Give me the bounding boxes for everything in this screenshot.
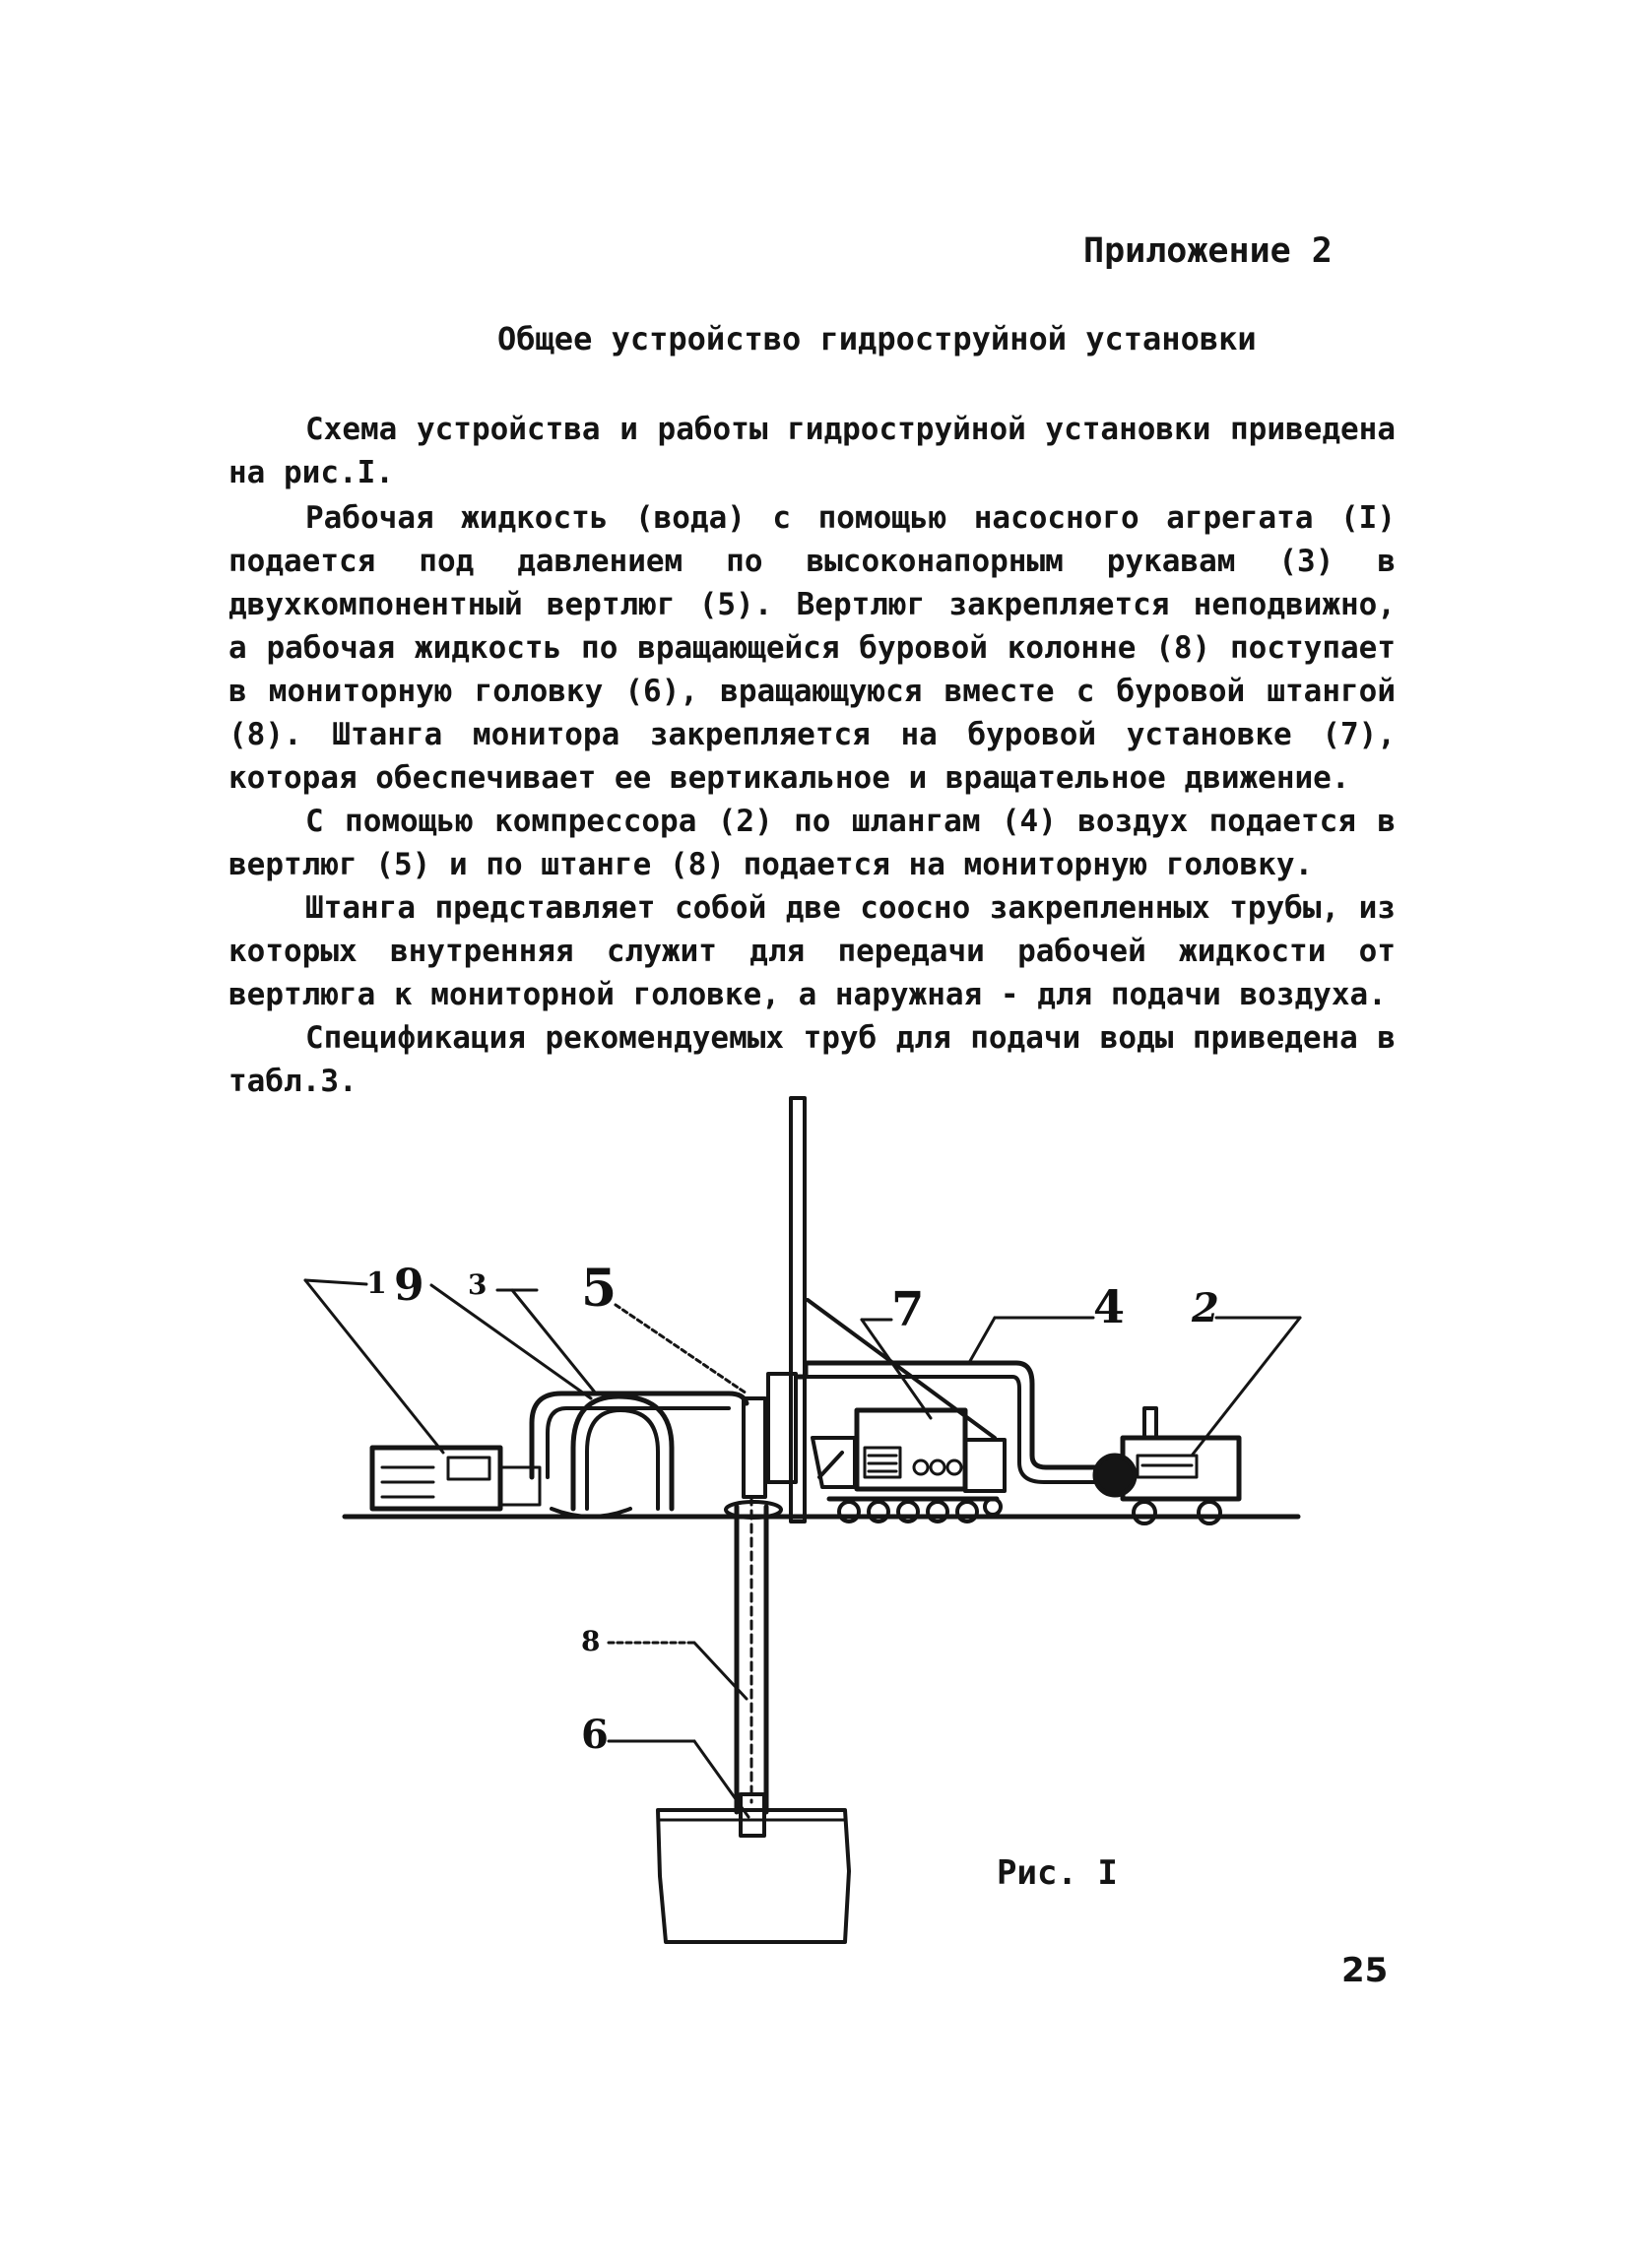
label-2: 2 bbox=[1192, 1285, 1219, 1331]
label-7: 7 bbox=[891, 1282, 925, 1337]
swivel bbox=[744, 1398, 765, 1497]
document-title: Общее устройство гидроструйной установки bbox=[497, 320, 1257, 357]
pump-panel bbox=[448, 1458, 489, 1479]
compressor-tank bbox=[1095, 1456, 1135, 1495]
bore-hole bbox=[658, 1810, 849, 1942]
label-8: 8 bbox=[581, 1625, 601, 1657]
appendix-header: Приложение 2 bbox=[1083, 231, 1333, 271]
label-9: 9 bbox=[394, 1261, 424, 1311]
leader-5-a bbox=[616, 1305, 747, 1393]
label-1: 1 bbox=[366, 1266, 387, 1301]
rig-cab bbox=[965, 1440, 1005, 1491]
page-number: 25 bbox=[1341, 1951, 1389, 1990]
label-4: 4 bbox=[1093, 1280, 1126, 1333]
figure-caption: Рис. I bbox=[997, 1853, 1118, 1893]
paragraph-1: Схема устройства и работы гидроструйной установки приведена на рис.I. bbox=[228, 412, 1396, 490]
paragraph-2: Рабочая жидкость (вода) с помощью насосного агрегата (I) подается под давлением по высоконапорным рукавам (3) в двухкомпонентный вертлюг (5). Вертлюг закрепляется неподвижно, а рабочая жидкость по вращающейся буровой колонне (8) поступает в мониторную головку (6), вращающуюся вместе с буровой штангой (8). Штанга монитора закрепляется на буровой установке (7), которая обеспечивает ее вертикальное и вращательное движение. bbox=[228, 500, 1396, 796]
label-5: 5 bbox=[581, 1259, 618, 1319]
leader-2-b bbox=[1192, 1318, 1300, 1456]
label-6: 6 bbox=[581, 1712, 609, 1758]
leader-9 bbox=[431, 1285, 591, 1398]
paragraph-4: Штанга представляет собой две соосно закрепленных трубы, из которых внутренняя служит для передачи рабочей жидкости от вертлюга к мониторной головке, а наружная - для подачи воздуха. bbox=[228, 890, 1396, 1012]
leader-4-b bbox=[970, 1318, 995, 1361]
compressor-body bbox=[1123, 1438, 1239, 1499]
leader-1-b bbox=[305, 1280, 366, 1284]
paragraph-3: С помощью компрессора (2) по шлангам (4) воздух подается в вертлюг (5) и по штанге (8) подается на мониторную головку. bbox=[228, 804, 1396, 882]
paragraph-5: Спецификация рекомендуемых труб для подачи воды приведена в табл.3. bbox=[228, 1020, 1396, 1099]
compressor-exhaust bbox=[1144, 1408, 1156, 1438]
label-3: 3 bbox=[468, 1268, 488, 1301]
high-pressure-hose bbox=[532, 1393, 747, 1477]
leader-6-b bbox=[694, 1741, 748, 1817]
